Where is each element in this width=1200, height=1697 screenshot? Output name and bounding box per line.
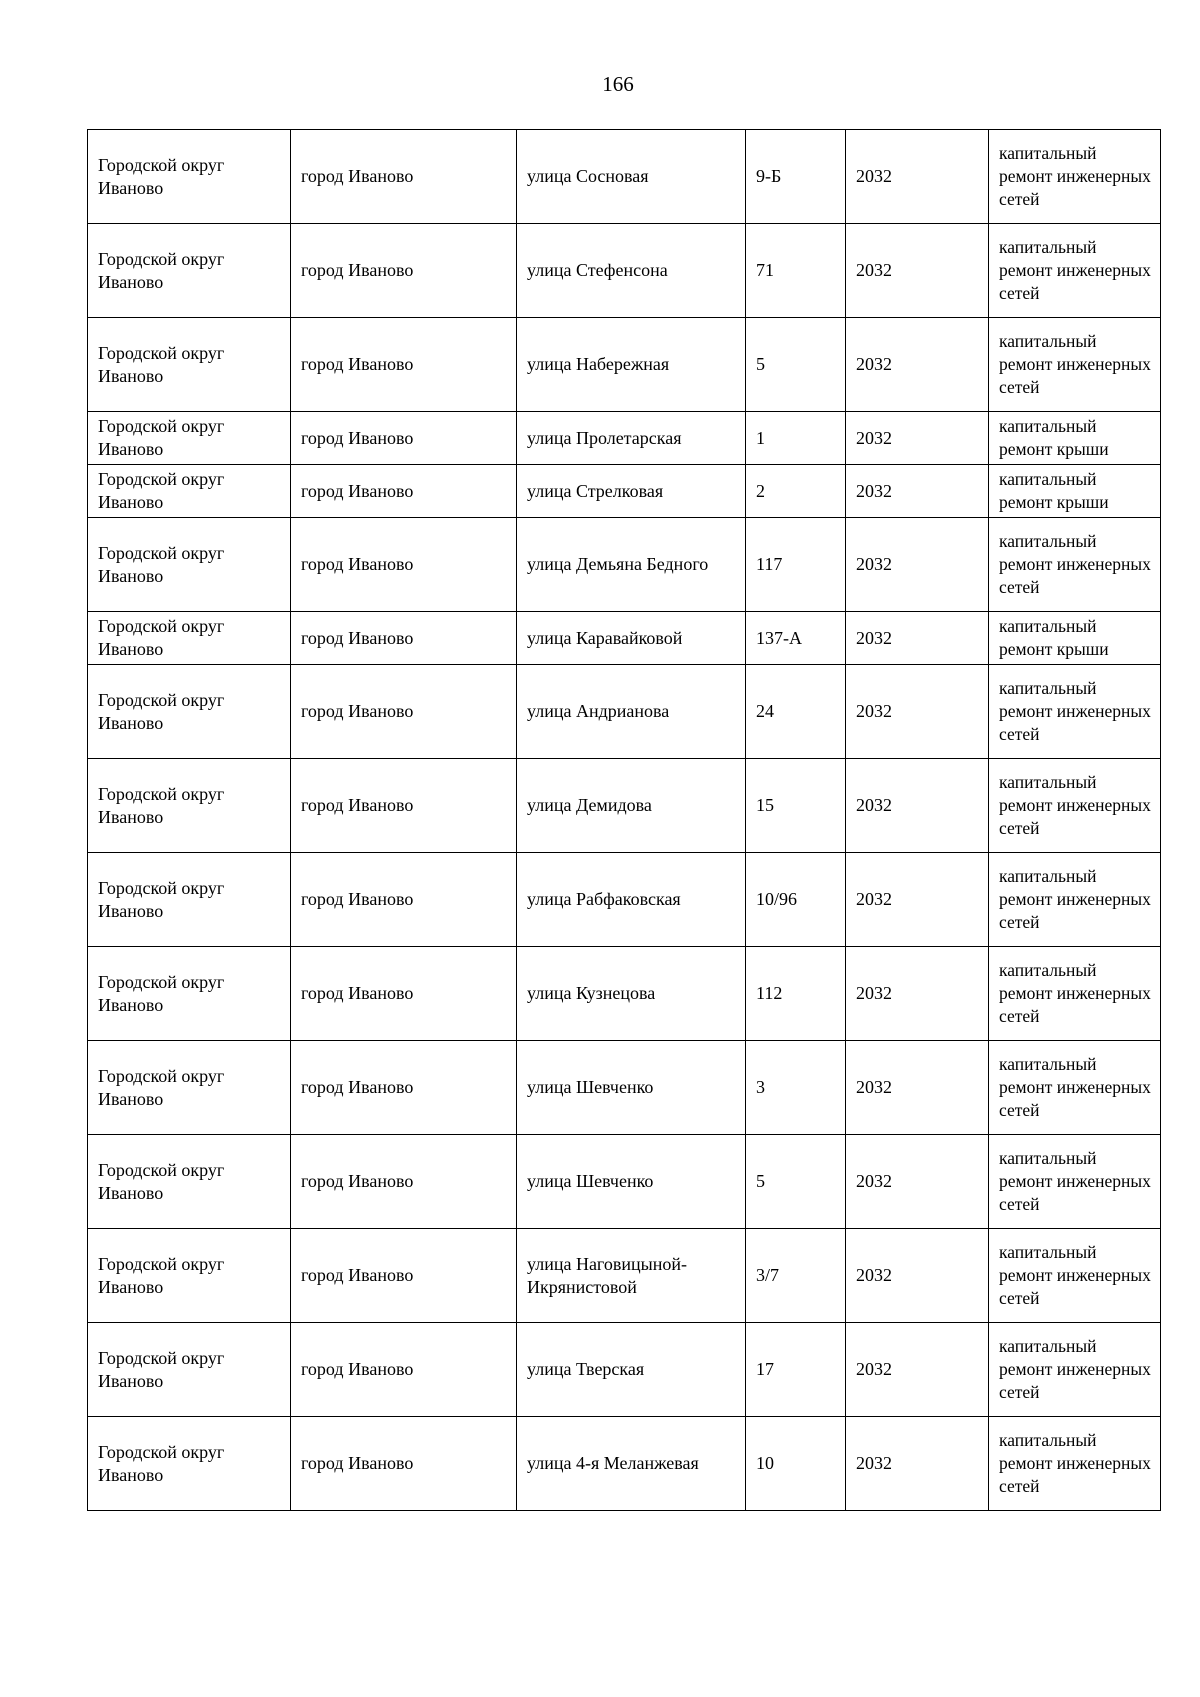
house-number-cell: 10	[746, 1417, 846, 1511]
house-number-cell: 1	[746, 412, 846, 465]
work-type-cell: капитальный ремонт инженерных сетей	[989, 518, 1161, 612]
settlement-cell: город Иваново	[291, 759, 517, 853]
table-row	[88, 947, 1161, 1041]
street-cell: улица Сосновая	[517, 130, 746, 224]
house-number-cell: 112	[746, 947, 846, 1041]
house-number-cell: 2	[746, 465, 846, 518]
house-number-cell: 5	[746, 1135, 846, 1229]
table-row	[88, 465, 1161, 518]
settlement-cell: город Иваново	[291, 1135, 517, 1229]
settlement-cell: город Иваново	[291, 1229, 517, 1323]
work-type-cell: капитальный ремонт инженерных сетей	[989, 665, 1161, 759]
work-type-cell: капитальный ремонт инженерных сетей	[989, 853, 1161, 947]
municipality-cell: Городской округ Иваново	[88, 759, 291, 853]
year-cell: 2032	[846, 1323, 989, 1417]
house-number-cell: 17	[746, 1323, 846, 1417]
year-cell: 2032	[846, 465, 989, 518]
house-number-cell: 9-Б	[746, 130, 846, 224]
work-type-cell: капитальный ремонт инженерных сетей	[989, 224, 1161, 318]
street-cell: улица Шевченко	[517, 1135, 746, 1229]
page-number: 166	[602, 72, 634, 96]
year-cell: 2032	[846, 1135, 989, 1229]
municipality-cell: Городской округ Иваново	[88, 412, 291, 465]
municipality-cell: Городской округ Иваново	[88, 1417, 291, 1511]
street-cell: улица Каравайковой	[517, 612, 746, 665]
municipality-cell: Городской округ Иваново	[88, 665, 291, 759]
house-number-cell: 3	[746, 1041, 846, 1135]
work-type-cell: капитальный ремонт инженерных сетей	[989, 318, 1161, 412]
table-row	[88, 853, 1161, 947]
house-number-cell: 71	[746, 224, 846, 318]
work-type-cell: капитальный ремонт инженерных сетей	[989, 1323, 1161, 1417]
settlement-cell: город Иваново	[291, 612, 517, 665]
house-number-cell: 15	[746, 759, 846, 853]
street-cell: улица Демидова	[517, 759, 746, 853]
street-cell: улица Шевченко	[517, 1041, 746, 1135]
year-cell: 2032	[846, 412, 989, 465]
work-type-cell: капитальный ремонт инженерных сетей	[989, 947, 1161, 1041]
year-cell: 2032	[846, 665, 989, 759]
street-cell: улица Тверская	[517, 1323, 746, 1417]
house-number-cell: 3/7	[746, 1229, 846, 1323]
table-row	[88, 665, 1161, 759]
year-cell: 2032	[846, 318, 989, 412]
municipality-cell: Городской округ Иваново	[88, 130, 291, 224]
table-row	[88, 318, 1161, 412]
work-type-cell: капитальный ремонт инженерных сетей	[989, 1135, 1161, 1229]
street-cell: улица Андрианова	[517, 665, 746, 759]
street-cell: улица Наговицыной-Икрянистовой	[517, 1229, 746, 1323]
settlement-cell: город Иваново	[291, 1323, 517, 1417]
house-number-cell: 5	[746, 318, 846, 412]
table-row	[88, 130, 1161, 224]
year-cell: 2032	[846, 518, 989, 612]
municipality-cell: Городской округ Иваново	[88, 318, 291, 412]
table-row	[88, 518, 1161, 612]
settlement-cell: город Иваново	[291, 412, 517, 465]
house-number-cell: 10/96	[746, 853, 846, 947]
settlement-cell: город Иваново	[291, 1417, 517, 1511]
year-cell: 2032	[846, 853, 989, 947]
street-cell: улица Рабфаковская	[517, 853, 746, 947]
street-cell: улица Набережная	[517, 318, 746, 412]
work-type-cell: капитальный ремонт крыши	[989, 465, 1161, 518]
table-row	[88, 612, 1161, 665]
work-type-cell: капитальный ремонт инженерных сетей	[989, 759, 1161, 853]
street-cell: улица 4-я Меланжевая	[517, 1417, 746, 1511]
table-row	[88, 224, 1161, 318]
work-type-cell: капитальный ремонт крыши	[989, 412, 1161, 465]
settlement-cell: город Иваново	[291, 853, 517, 947]
street-cell: улица Демьяна Бедного	[517, 518, 746, 612]
year-cell: 2032	[846, 1417, 989, 1511]
street-cell: улица Пролетарская	[517, 412, 746, 465]
settlement-cell: город Иваново	[291, 318, 517, 412]
municipality-cell: Городской округ Иваново	[88, 1135, 291, 1229]
municipality-cell: Городской округ Иваново	[88, 224, 291, 318]
municipality-cell: Городской округ Иваново	[88, 1323, 291, 1417]
settlement-cell: город Иваново	[291, 465, 517, 518]
street-cell: улица Стрелковая	[517, 465, 746, 518]
settlement-cell: город Иваново	[291, 130, 517, 224]
settlement-cell: город Иваново	[291, 224, 517, 318]
municipality-cell: Городской округ Иваново	[88, 518, 291, 612]
municipality-cell: Городской округ Иваново	[88, 612, 291, 665]
house-number-cell: 137-А	[746, 612, 846, 665]
work-type-cell: капитальный ремонт инженерных сетей	[989, 1041, 1161, 1135]
year-cell: 2032	[846, 224, 989, 318]
municipality-cell: Городской округ Иваново	[88, 947, 291, 1041]
table-row	[88, 759, 1161, 853]
municipality-cell: Городской округ Иваново	[88, 1041, 291, 1135]
work-type-cell: капитальный ремонт инженерных сетей	[989, 1417, 1161, 1511]
year-cell: 2032	[846, 1041, 989, 1135]
table-row	[88, 1417, 1161, 1511]
municipality-cell: Городской округ Иваново	[88, 853, 291, 947]
house-number-cell: 24	[746, 665, 846, 759]
table-row	[88, 1323, 1161, 1417]
table-row	[88, 412, 1161, 465]
work-type-cell: капитальный ремонт крыши	[989, 612, 1161, 665]
year-cell: 2032	[846, 130, 989, 224]
settlement-cell: город Иваново	[291, 518, 517, 612]
municipality-cell: Городской округ Иваново	[88, 1229, 291, 1323]
table-row	[88, 1135, 1161, 1229]
year-cell: 2032	[846, 947, 989, 1041]
settlement-cell: город Иваново	[291, 665, 517, 759]
municipality-cell: Городской округ Иваново	[88, 465, 291, 518]
settlement-cell: город Иваново	[291, 1041, 517, 1135]
house-number-cell: 117	[746, 518, 846, 612]
work-type-cell: капитальный ремонт инженерных сетей	[989, 1229, 1161, 1323]
work-type-cell: капитальный ремонт инженерных сетей	[989, 130, 1161, 224]
table-row	[88, 1041, 1161, 1135]
street-cell: улица Стефенсона	[517, 224, 746, 318]
year-cell: 2032	[846, 1229, 989, 1323]
housing-repair-table	[87, 129, 1161, 1511]
table-row	[88, 1229, 1161, 1323]
year-cell: 2032	[846, 759, 989, 853]
street-cell: улица Кузнецова	[517, 947, 746, 1041]
settlement-cell: город Иваново	[291, 947, 517, 1041]
year-cell: 2032	[846, 612, 989, 665]
